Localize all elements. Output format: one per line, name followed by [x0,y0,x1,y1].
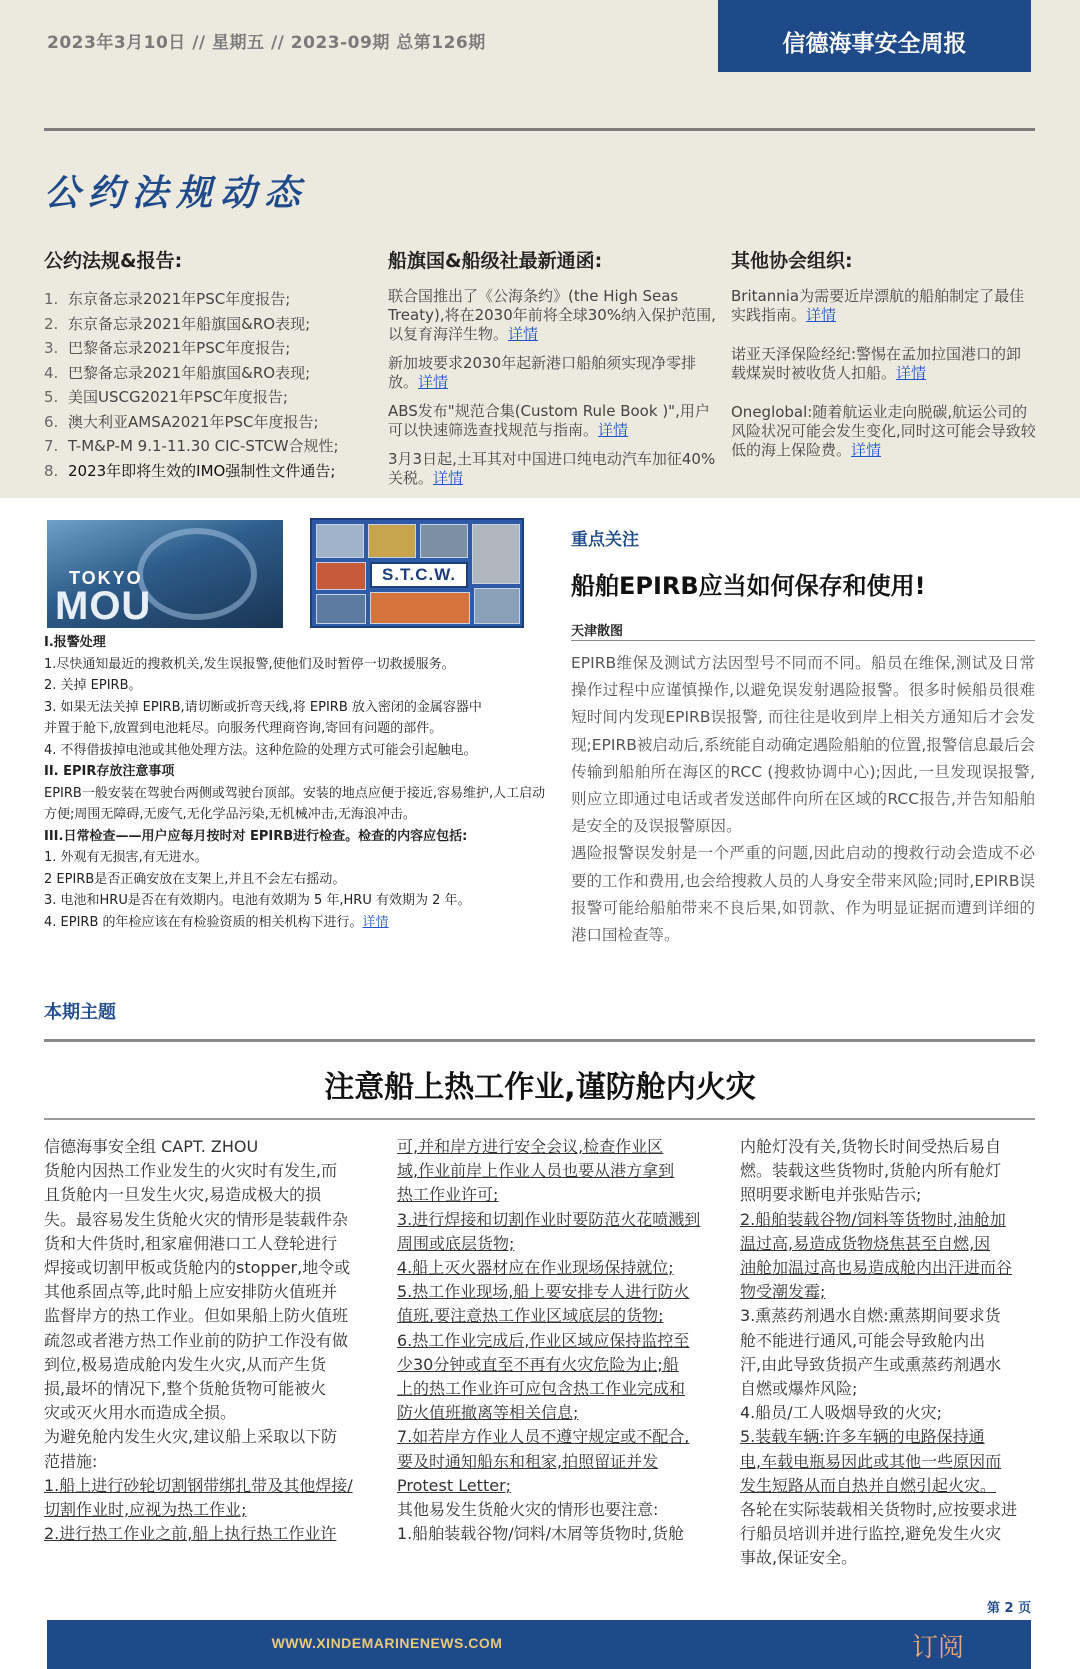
article-line: 1.船舶装载谷物/饲料/木屑等货物时,货舱 [397,1524,685,1544]
article-line: 到位,极易造成舱内发生火灾,从而产生货 [44,1354,327,1374]
subscribe-button[interactable]: 订阅 [912,1633,965,1663]
photo-cell [472,524,520,584]
guide-line: 1.尽快通知最近的搜救机关,发生误报警,使他们及时暂停一切救援服务。 [44,656,455,672]
article-line: 3.熏蒸药剂遇水自燃:熏蒸期间要求货 [740,1306,1001,1326]
association-news-item [731,403,1036,460]
guide-line: 3. 如果无法关掉 EPIRB,请切断或折弯天线,将 EPIRB 放入密闭的金属容器中 [44,699,482,715]
theme-divider [44,1039,1035,1042]
news-text: 联合国推出了《公海条约》(the High Seas Treaty),将在2030年前将全球30%纳入保护范围,以复育海洋生物。 [388,287,716,343]
stcw-image [310,518,524,628]
article-line: 各轮在实际装载相关货物时,应按要求进 [740,1500,1018,1520]
item-number: 7. [44,437,59,455]
item-text: 东京备忘录2021年船旗国&RO表现; [68,314,311,333]
article-line: 域,作业前岸上作业人员也要从港方拿到 [397,1161,675,1181]
associations-list [731,287,1036,460]
details-link[interactable]: 详情 [598,421,629,439]
article-line: 货和大件货时,租家雇佣港口工人登轮进行 [44,1233,338,1253]
news-text: Oneglobal:随着航运业走向脱碳,航运公司的风险状况可能会发生变化,同时这可能会导致较低的海上保险费。 [731,403,1036,459]
item-text: T-M&P-M 9.1-11.30 CIC-STCW合规性; [68,437,339,455]
article-line: 2.船舶装载谷物/饲料等货物时,油舱加 [740,1209,1006,1229]
article-line: 其他系固点等,此时船上应安排防火值班并 [44,1282,338,1302]
brand-box [718,0,1031,72]
theme-title: 注意船上热工作业,谨防舱内火灾 [324,1070,756,1105]
article-line: 发生短路从而自热并自燃引起火灾。 [740,1475,997,1495]
flag-class-list [388,287,723,488]
article-line: 1.船上进行砂轮切割钢带绑扎带及其他焊接/ [44,1475,353,1495]
article-line: 5.热工作业现场,船上要安排专人进行防火 [397,1282,690,1302]
details-link[interactable]: 详情 [362,914,389,930]
article-line: 货舱内因热工作业发生的火灾时有发生,而 [44,1161,338,1181]
news-text: 3月3日起,土耳其对中国进口纯电动汽车加征40%关税。 [388,450,716,487]
focus-author: 天津散图 [571,624,624,639]
convention-report-item[interactable] [44,312,364,337]
article-line: 其他易发生货舱火灾的情形也要注意: [397,1500,659,1520]
item-number: 3. [44,339,59,357]
guide-line: 2 EPIRB是否正确安放在支架上,并且不会左右摇动。 [44,871,346,887]
article-line: 信德海事安全组 CAPT. ZHOU [44,1137,259,1156]
associations-column [731,246,1036,480]
article-line: 周围或底层货物; [397,1233,515,1253]
conventions-heading: 公约法规&报告: [44,250,183,272]
article-line: 油舱加温过高也易造成舱内出汗进而谷 [740,1258,1013,1278]
focus-paragraph: 遇险报警误发射是一个严重的问题,因此启动的搜救行动会造成不必要的工作和费用,也会给搜救人员的人身安全带来风险;同时,EPIRB误报警可能给船舶带来不良后果,如罚款、作为明显证据而遭到详细的港口国检查等。 [571,844,1035,945]
photo-cell [316,562,366,590]
convention-report-item[interactable] [44,459,364,484]
article-line: 汗,由此导致货损产生或熏蒸药剂遇水 [740,1354,1002,1374]
news-text: 新加坡要求2030年起新港口船舶须实现净零排放。 [388,354,697,391]
guide-line: 并置于舱下,放置到电池耗尽。向服务代理商咨询,寄回有问题的部件。 [44,721,443,736]
photo-cell [420,524,468,558]
item-text: 东京备忘录2021年PSC年度报告; [68,290,291,308]
article-line: 监督岸方的热工作业。但如果船上防火值班 [44,1306,349,1326]
article-line: 切割作业时,应视为热工作业; [44,1500,247,1520]
section-divider [44,128,1035,131]
item-text: 巴黎备忘录2021年船旗国&RO表现; [68,363,311,382]
photo-cell [368,524,416,558]
header-bar [0,0,1080,72]
article-line: 4.船上灭火器材应在作业现场保持就位; [397,1258,674,1278]
article-line: 焊接或切割甲板或货舱内的stopper,地令或 [44,1258,351,1278]
guide-line: 2. 关掉 EPIRB。 [44,678,142,693]
flag-news-item [388,354,723,392]
article-line: 值班,要注意热工作业区域底层的货物; [397,1306,664,1326]
guide-line: II. EPIR存放注意事项 [44,764,175,779]
article-column-2 [397,1135,719,1546]
details-link[interactable]: 详情 [851,441,882,459]
article-line: 且货舱内一旦发生火灾,易造成极大的损 [44,1185,322,1205]
photo-cell [316,594,366,624]
article-line: 5.装载车辆:许多车辆的电路保持通 [740,1427,985,1447]
theme-divider-lower [44,1118,1035,1120]
page-number: 第 2 页 [987,1601,1032,1616]
article-line: 失。最容易发生货舱火灾的情形是装载件杂 [44,1209,349,1229]
article-line: 3.进行焊接和切割作业时要防范火花喷溅到 [397,1209,701,1229]
details-link[interactable]: 详情 [508,325,539,343]
guide-line: 4. EPIRB 的年检应该在有检验资质的相关机构下进行。详情 [44,914,389,930]
association-news-item [731,345,1036,383]
item-number: 8. [44,461,59,480]
article-line: 2.进行热工作业之前,船上执行热工作业许 [44,1524,337,1544]
item-text: 美国USCG2021年PSC年度报告; [68,388,288,406]
flag-news-item [388,450,723,488]
news-text: ABS发布"规范合集(Custom Rule Book )",用户可以快速筛选查找规范与指南。 [388,402,710,439]
news-text: 诺亚天泽保险经纪:警惕在孟加拉国港口的卸载煤炭时被收货人扣船。 [731,345,1022,382]
flag-class-heading: 船旗国&船级社最新通函: [388,250,603,272]
mou-logo-text: MOU [55,584,152,628]
conventions-column [44,246,364,483]
theme-label: 本期主题 [44,1002,116,1023]
article-line: 舱不能进行通风,可能会导致舱内出 [740,1330,986,1350]
article-line: 事故,保证安全。 [740,1548,858,1568]
issue-date-line: 2023年3月10日 // 星期五 // 2023-09期 总第126期 [47,33,486,53]
article-line: 上的热工作业许可应包含热工作业完成和 [397,1379,686,1399]
article-line: 燃。装载这些货物时,货舱内所有舱灯 [740,1161,1002,1181]
article-line: 疏忽或者港方热工作业前的防护工作没有做 [44,1330,349,1350]
photo-cell [474,588,520,624]
focus-paragraph: EPIRB维保及测试方法因型号不同而不同。船员在维保,测试及日常操作过程中应谨慎操作,以避免误发射遇险报警。很多时候船员很难短时间内发现EPIRB误报警, 而往往是收到岸上相关方通知后才会发现;EPIRB被启动后,系统能自动确定遇险船舶的位置,报警信息最后会传输到船舶所在海区的RCC (搜救协调中心);因此,一旦发现误报警,则应立即通过电话或者发送邮件向所在区域的RCC报告,并告知船舶是安全的及误报警原因。 [571,654,1035,836]
article-line: 电,车载电瓶易因此或其他一些原因而 [740,1451,1002,1471]
convention-report-item[interactable] [44,385,364,410]
item-text: 巴黎备忘录2021年PSC年度报告; [68,339,291,357]
article-column-1 [44,1135,372,1546]
flag-news-item [388,402,723,440]
article-line: 温过高,易造成货物烧焦甚至自燃,因 [740,1233,991,1253]
article-line: 可,并和岸方进行安全会议,检查作业区 [397,1137,664,1156]
website-link[interactable]: WWW.XINDEMARINENEWS.COM [271,1635,503,1651]
article-line: 热工作业许可; [397,1185,499,1205]
focus-title: 船舶EPIRB应当如何保存和使用! [571,572,926,600]
article-line: 要及时通知船东和租家,拍照留证并发 [397,1451,659,1471]
article-line: 灾或灭火用水而造成全损。 [44,1403,237,1423]
photo-cell [370,592,470,624]
epirb-guide-text [44,632,549,933]
article-line: 为避免舱内发生火灾,建议船上采取以下防 [44,1427,338,1447]
conventions-list [44,287,364,483]
item-text: 2023年即将生效的IMO强制性文件通告; [68,461,336,480]
item-number: 4. [44,363,59,382]
article-line: 4.船员/工人吸烟导致的火灾; [740,1403,943,1423]
convention-report-item[interactable] [44,410,364,435]
guide-line: 4. 不得借拔掉电池或其他处理方法。这种危险的处理方式可能会引起触电。 [44,742,477,758]
focus-body [571,650,1035,949]
item-number: 2. [44,314,59,333]
associations-heading: 其他协会组织: [731,250,853,272]
stcw-label: S.T.C.W. [370,562,468,588]
flag-class-column [388,246,723,498]
article-line: 内舱灯没有关,货物长时间受热后易自 [740,1137,1002,1156]
guide-line: 1. 外观有无损害,有无进水。 [44,850,208,865]
article-line: 行船员培训并进行监控,避免发生火灾 [740,1524,1002,1544]
guide-line: III.日常检查——用户应每月按时对 EPIRB进行检查。检查的内容应包括: [44,828,468,844]
focus-label: 重点关注 [571,530,639,550]
article-line: 照明要求断电并张贴告示; [740,1185,922,1205]
article-line: 少30分钟或直至不再有火灾危险为止;船 [397,1354,679,1374]
article-line: 防火值班撤离等相关信息; [397,1403,579,1423]
article-line: 自燃或爆炸风险; [740,1379,858,1399]
item-number: 6. [44,412,59,431]
convention-report-item[interactable] [44,361,364,386]
tokyo-logo-text: TOKYO [69,568,143,588]
guide-line: EPIRB一般安装在驾驶台两侧或驾驶台顶部。安装的地点应便于接近,容易维护,人工启动方便;周围无障碍,无废气,无化学品污染,无机械冲击,无海浪冲击。 [44,785,546,822]
convention-report-item[interactable] [44,434,364,459]
details-link[interactable]: 详情 [896,364,927,382]
section-title: 公约法规动态 [44,173,309,214]
tokyo-mou-image [47,520,283,628]
article-line: Protest Letter; [397,1475,512,1495]
association-news-item [731,287,1036,325]
guide-line: 3. 电池和HRU是否在有效期内。电池有效期为 5 年,HRU 有效期为 2 年。 [44,893,471,908]
item-number: 1. [44,290,59,308]
article-line: 7.如若岸方作业人员不遵守规定或不配合, [397,1427,690,1447]
article-line: 损,最坏的情况下,整个货舱货物可能被火 [44,1379,327,1399]
news-text: Britannia为需要近岸漂航的船舶制定了最佳实践指南。 [731,287,1025,324]
guide-line: I.报警处理 [44,635,106,650]
photo-cell [316,524,364,558]
article-line: 范措施: [44,1451,98,1471]
convention-report-item[interactable] [44,336,364,361]
item-text: 澳大利亚AMSA2021年PSC年度报告; [68,412,319,431]
brand-title: 信德海事安全周报 [782,31,967,57]
article-column-3 [740,1135,1035,1571]
item-number: 5. [44,388,59,406]
article-line: 6.热工作业完成后,作业区域应保持监控至 [397,1330,690,1350]
details-link[interactable]: 详情 [418,373,449,391]
article-line: 物受潮发霉; [740,1282,826,1302]
flag-news-item [388,287,723,344]
footer-bar [47,1620,1031,1669]
details-link[interactable]: 详情 [806,306,837,324]
focus-divider [571,640,1035,641]
details-link[interactable]: 详情 [433,469,464,487]
convention-report-item[interactable] [44,287,364,312]
